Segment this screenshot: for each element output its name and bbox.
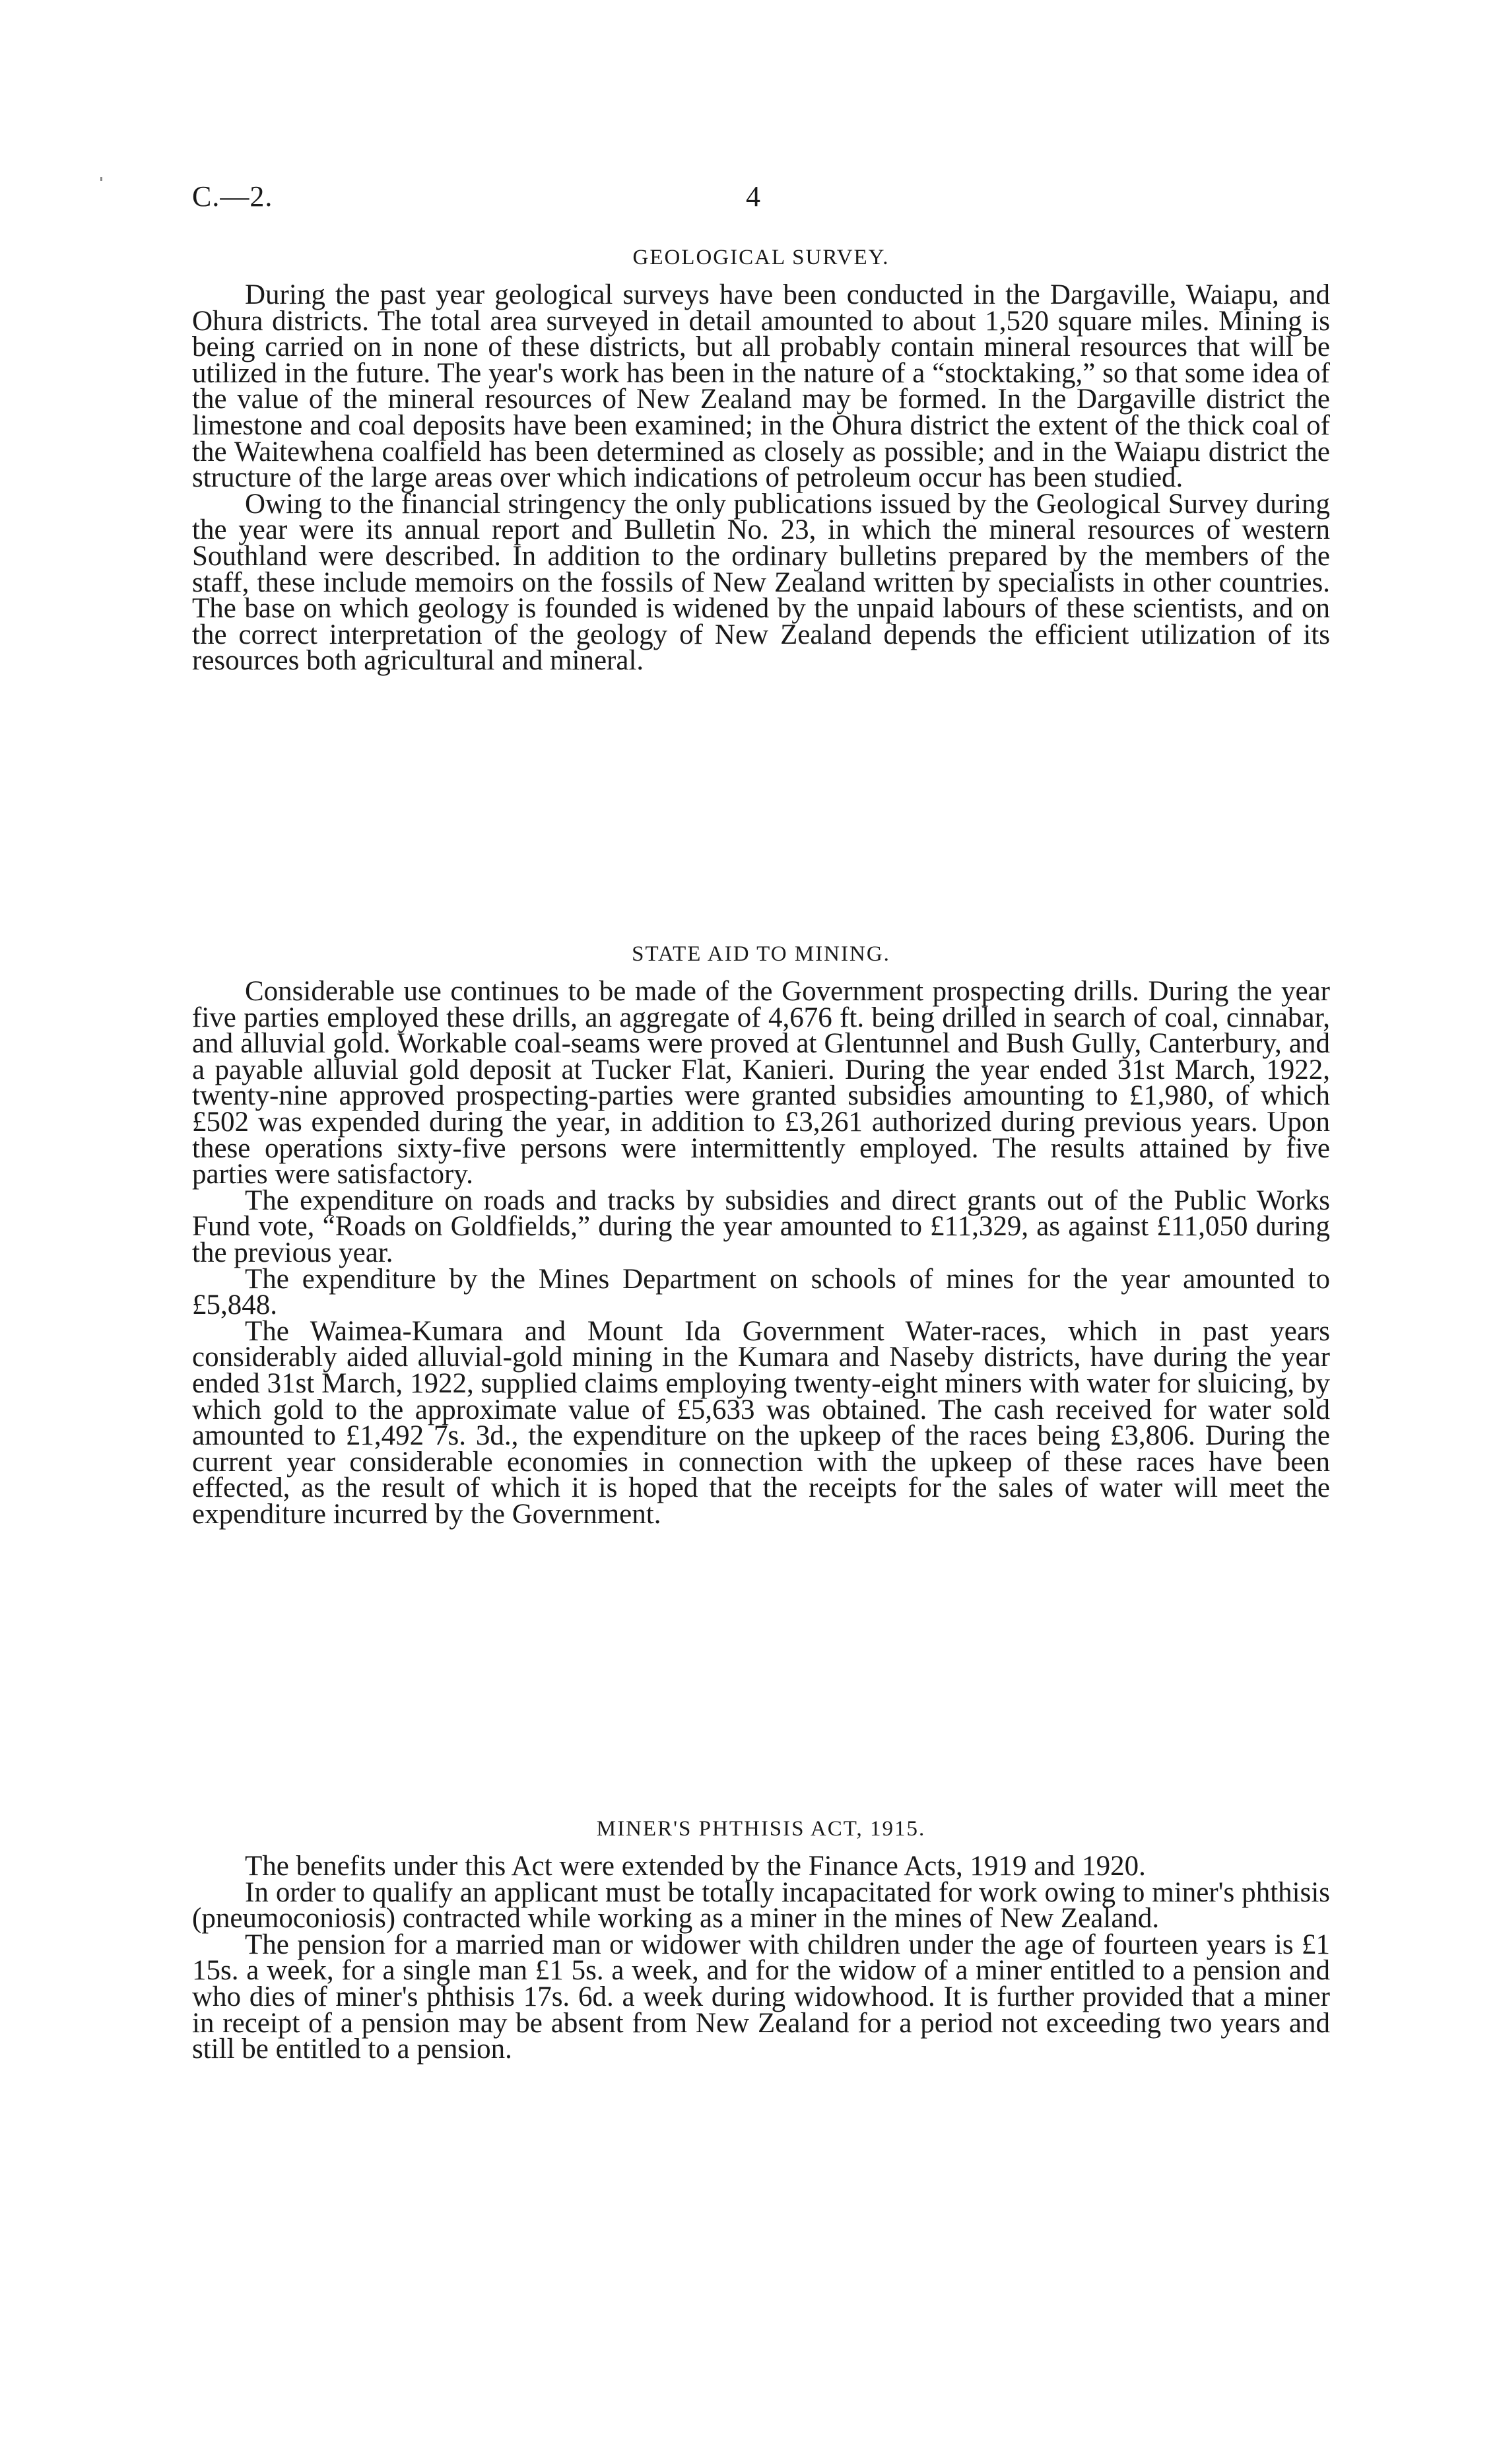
section-miners-phthisis-act bbox=[192, 1817, 1330, 2063]
section-state-aid-to-mining bbox=[192, 942, 1330, 1530]
section-heading: GEOLOGICAL SURVEY. bbox=[632, 246, 890, 269]
section-heading: STATE AID TO MINING. bbox=[632, 942, 890, 966]
page-number: 4 bbox=[746, 180, 760, 213]
paragraph: During the past year geological surveys have been conducted in the Dargaville, Waiapu, and Ohura districts. The total area surveyed in detail amounted to about 1,520 square miles. Mining is being carried on in none of these districts, but all probably contain mineral resources that will be utilized in the future. The year's work has been in the nature of a “stocktaking,” so that some idea of the value of the mineral resources of New Zealand may be formed. In the Dargaville district the limestone and coal deposits have been examined; in the Ohura district the extent of the thick coal of the Waitewhena coalfield has been determined as closely as possible; and in the Waiapu district the structure of the large areas over which indications of petroleum occur has been studied. bbox=[192, 279, 1330, 494]
paragraph: Considerable use continues to be made of the Government prospecting drills. During the year five parties employed these drills, an aggregate of 4,676 ft. being drilled in search of coal, cinnabar, and alluvial gold. Workable coal-seams were proved at Glentunnel and Bush Gully, Canterbury, and a payable alluvial gold deposit at Tucker Flat, Kanieri. During the year ended 31st March, 1922, twenty-nine approved prospecting-parties were granted subsidies amounting to £1,980, of which £502 was expended during the year, in addition to £3,261 authorized during previous years. Upon these operations sixty-five persons were intermittently employed. The results attained by five parties were satisfactory. bbox=[192, 976, 1330, 1190]
scan-mark bbox=[100, 177, 102, 181]
section-geological-survey bbox=[192, 246, 1330, 677]
paragraph: The benefits under this Act were extended by the Finance Acts, 1919 and 1920. bbox=[245, 1851, 1146, 1882]
paragraph: The Waimea-Kumara and Mount Ida Government Water-races, which in past years considerably aided alluvial-gold mining in the Kumara and Naseby districts, have during the year ended 31st March, 1922, supplied claims employing twenty-eight miners with water for sluicing, by which gold to the approximate value of £5,633 was obtained. The cash received for water sold amounted to £1,492 7s. 3d., the expenditure on the upkeep of the races being £3,806. During the current year considerable economies in connection with the upkeep of these races have been effected, as the result of which it is hoped that the receipts for the sales of water will meet the expenditure incurred by the Government. bbox=[192, 1315, 1330, 1530]
paragraph: The expenditure on roads and tracks by subsidies and direct grants out of the Public Works Fund vote, “Roads on Goldfields,” during the year amounted to £11,329, as against £11,050 during the previous year. bbox=[192, 1184, 1330, 1268]
document-reference: C.—2. bbox=[192, 180, 273, 213]
paragraph: In order to qualify an applicant must be totally incapacitated for work owing to miner's phthisis (pneumoconiosis) contracted while working as a miner in the mines of New Zealand. bbox=[192, 1876, 1330, 1934]
paragraph: The pension for a married man or widower with children under the age of fourteen years is £1 15s. a week, for a single man £1 5s. a week, and for the widow of a miner entitled to a pension and who dies of miner's phthisis 17s. 6d. a week during widowhood. It is further provided that a miner in receipt of a pension may be absent from New Zealand for a period not exceeding two years and still be entitled to a pension. bbox=[192, 1929, 1330, 2065]
paragraph: Owing to the financial stringency the only publications issued by the Geological Survey during the year were its annual report and Bulletin No. 23, in which the mineral resources of western Southland were described. In addition to the ordinary bulletins prepared by the members of the staff, these include memoirs on the fossils of New Zealand written by specialists in other countries. The base on which geology is founded is widened by the unpaid labours of these scientists, and on the correct interpretation of the geology of New Zealand depends the efficient utilization of its resources both agricultural and mineral. bbox=[192, 488, 1330, 677]
section-heading: MINER'S PHTHISIS ACT, 1915. bbox=[596, 1817, 926, 1841]
paragraph: The expenditure by the Mines Department on schools of mines for the year amounted to £5,848. bbox=[192, 1263, 1330, 1321]
